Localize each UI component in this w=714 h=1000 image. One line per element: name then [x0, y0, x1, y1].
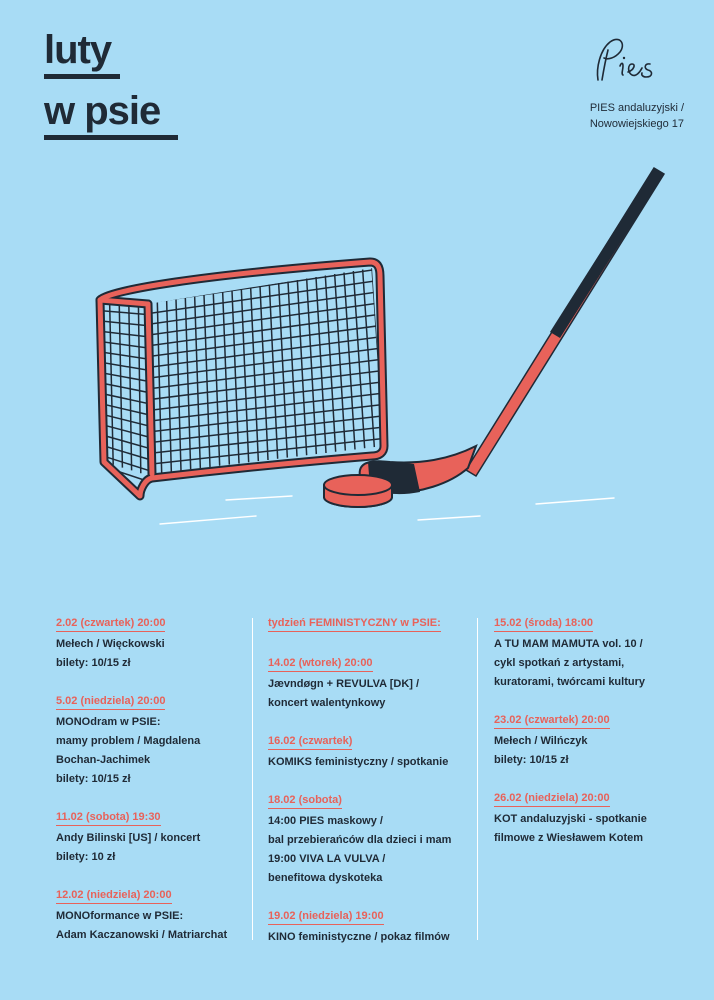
event-item — [268, 654, 476, 713]
event-description: bilety: 10/15 zł — [56, 657, 131, 669]
event-description: bilety: 10 zł — [56, 851, 116, 863]
event-date: 5.02 (niedziela) 20:00 — [56, 693, 165, 710]
schedule-column-3 — [494, 614, 690, 867]
column-divider-2 — [477, 618, 478, 940]
venue-name: PIES andaluzyjski / — [589, 102, 684, 114]
event-description: KOT andaluzyjski - spotkanie — [494, 813, 647, 825]
event-item — [268, 732, 476, 772]
hockey-stick — [360, 168, 664, 494]
event-description: 19:00 VIVA LA VULVA / — [268, 853, 386, 865]
event-description: MONOformance w PSIE: — [56, 910, 184, 922]
event-description: koncert walentynkowy — [268, 697, 386, 709]
event-item — [494, 789, 690, 848]
event-item — [56, 614, 252, 673]
event-date: 12.02 (niedziela) 20:00 — [56, 887, 172, 904]
event-description: kuratorami, twórcami kultury — [494, 676, 645, 688]
pies-logo — [590, 30, 662, 88]
event-description: A TU MAM MAMUTA vol. 10 / — [494, 638, 643, 650]
event-item — [494, 614, 690, 692]
event-date: 26.02 (niedziela) 20:00 — [494, 790, 610, 807]
event-description: MONOdram w PSIE: — [56, 716, 161, 728]
event-description: cykl spotkań z artystami, — [494, 657, 625, 669]
event-date: 11.02 (sobota) 19:30 — [56, 809, 161, 826]
event-item — [268, 907, 476, 947]
hockey-puck — [324, 475, 392, 507]
event-description: Adam Kaczanowski / Matriarchat — [56, 929, 228, 941]
event-description: KOMIKS feministyczny / spotkanie — [268, 756, 449, 768]
event-item — [56, 692, 252, 789]
event-description: bal przebierańców dla dzieci i mam — [268, 834, 452, 846]
event-date: 15.02 (środa) 18:00 — [494, 615, 593, 632]
event-item — [56, 808, 252, 867]
event-description: bilety: 10/15 zł — [494, 754, 569, 766]
event-date: 23.02 (czwartek) 20:00 — [494, 712, 610, 729]
event-description: 14:00 PIES maskowy / — [268, 815, 383, 827]
event-description: bilety: 10/15 zł — [56, 773, 131, 785]
event-description: Jævndøgn + REVULVA [DK] / — [268, 678, 420, 690]
event-date: 18.02 (sobota) — [268, 792, 342, 809]
event-description: KINO feministyczne / pokaz filmów — [268, 931, 450, 943]
schedule-column-1 — [56, 614, 252, 964]
event-item — [268, 791, 476, 888]
event-description: filmowe z Wiesławem Kotem — [494, 832, 644, 844]
column-header: tydzień FEMINISTYCZNY w PSIE: — [268, 615, 441, 632]
event-description: Mełech / Wilńczyk — [494, 735, 588, 747]
column-divider-1 — [252, 618, 253, 940]
schedule-column-2 — [268, 614, 476, 966]
event-item — [56, 886, 252, 945]
event-description: benefitowa dyskoteka — [268, 872, 383, 884]
title-line-1: luty — [44, 28, 120, 79]
event-description: Bochan-Jachimek — [56, 754, 151, 766]
event-date: 14.02 (wtorek) 20:00 — [268, 655, 373, 672]
goal-net-back — [140, 266, 400, 476]
poster-title — [44, 28, 178, 140]
venue-address — [590, 100, 684, 132]
venue-street: Nowowiejskiego 17 — [589, 118, 684, 130]
event-description: mamy problem / Magdalena — [56, 735, 201, 747]
title-line-2: w psie — [44, 89, 178, 140]
event-description: Andy Bilinski [US] / koncert — [56, 832, 201, 844]
event-date: 16.02 (czwartek) — [268, 733, 352, 750]
hockey-illustration — [0, 150, 714, 550]
event-item — [494, 711, 690, 770]
event-date: 19.02 (niedziela) 19:00 — [268, 908, 384, 925]
event-date: 2.02 (czwartek) 20:00 — [56, 615, 165, 632]
event-description: Mełech / Więckowski — [56, 638, 165, 650]
